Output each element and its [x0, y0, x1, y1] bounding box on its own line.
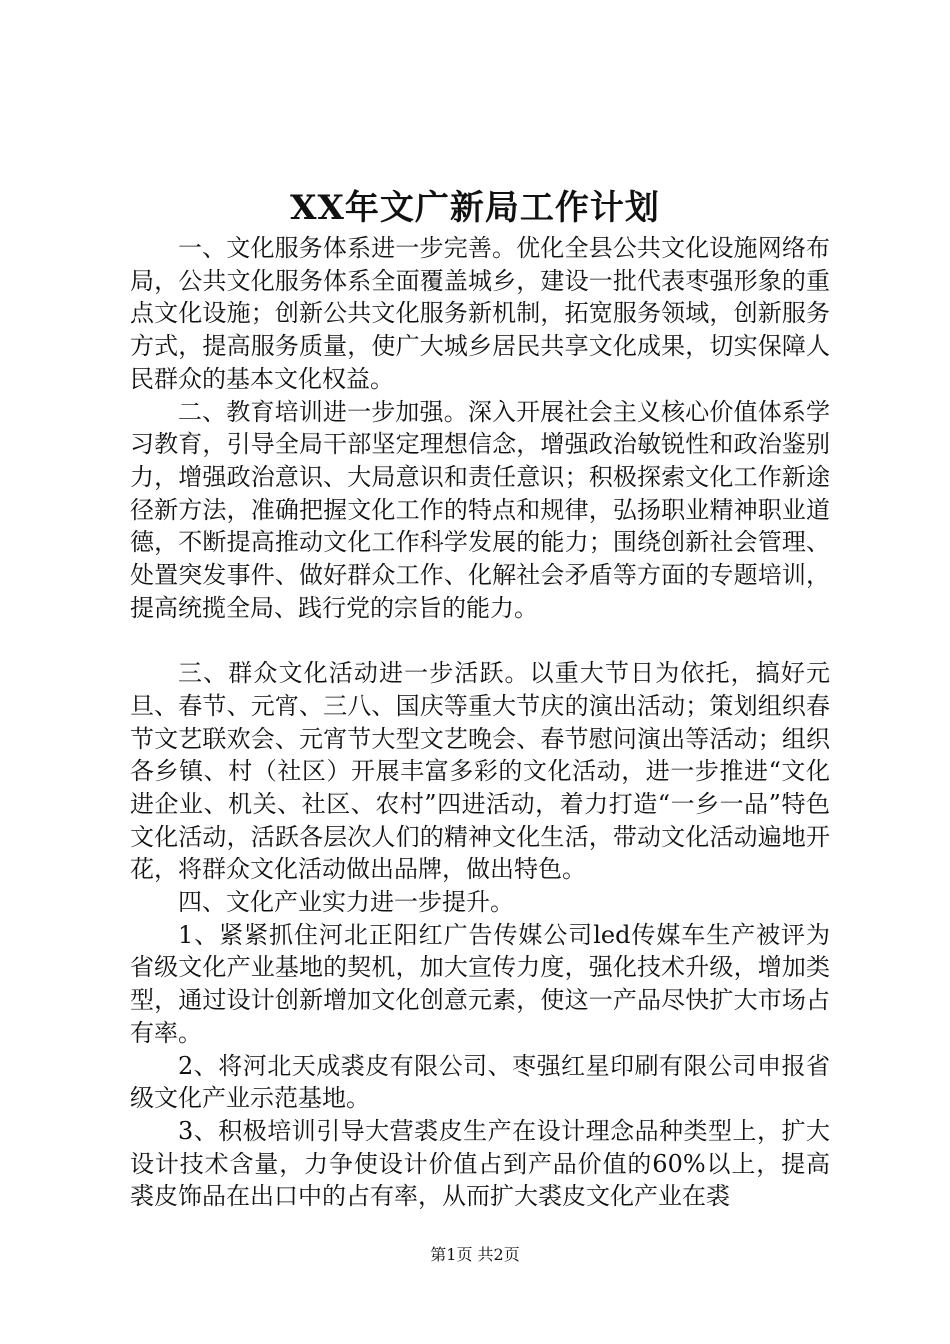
- paragraph-5: 1、紧紧抓住河北正阳红广告传媒公司led传媒车生产被评为省级文化产业基地的契机，加大宣传力度，强化技术升级，增加类型，通过设计创新增加文化创意元素，使这一产品尽快扩大市场占有率。: [130, 920, 830, 1047]
- paragraph-spacer: [130, 624, 830, 657]
- document-body: [130, 232, 830, 1213]
- page-title: XX年文广新局工作计划: [290, 188, 660, 228]
- paragraph-1: 一、文化服务体系进一步完善。优化全县公共文化设施网络布局，公共文化服务体系全面覆盖城乡，建设一批代表枣强形象的重点文化设施；创新公共文化服务新机制，拓宽服务领域，创新服务方式，提高服务质量，使广大城乡居民共享文化成果，切实保障人民群众的基本文化权益。: [130, 234, 830, 393]
- paragraph-6: 2、将河北天成裘皮有限公司、枣强红星印刷有限公司申报省级文化产业示范基地。: [130, 1051, 830, 1113]
- paragraph-3: 三、群众文化活动进一步活跃。以重大节日为依托，搞好元旦、春节、元宵、三八、国庆等重大节庆的演出活动；策划组织春节文艺联欢会、元宵节大型文艺晚会、春节慰问演出等活动；组织各乡镇、村（社区）开展丰富多彩的文化活动，进一步推进“文化进企业、机关、社区、农村”四进活动，着力打造“一乡一品”特色文化活动，活跃各层次人们的精神文化生活，带动文化活动遍地开花，将群众文化活动做出品牌，做出特色。: [130, 659, 830, 884]
- paragraph-7: 3、积极培训引导大营裘皮生产在设计理念品种类型上，扩大设计技术含量，力争使设计价值占到产品价值的60%以上，提高裘皮饰品在出口中的占有率，从而扩大裘皮文化产业在裘: [130, 1116, 830, 1211]
- paragraph-2: 二、教育培训进一步加强。深入开展社会主义核心价值体系学习教育，引导全局干部坚定理想信念，增强政治敏锐性和政治鉴别力，增强政治意识、大局意识和责任意识；积极探索文化工作新途径新方法，准确把握文化工作的特点和规律，弘扬职业精神职业道德，不断提高推动文化工作科学发展的能力；围绕创新社会管理、处置突发事件、做好群众工作、化解社会矛盾等方面的专题培训，提高统揽全局、践行党的宗旨的能力。: [130, 397, 830, 622]
- page-footer: 第1页 共2页: [430, 1245, 520, 1264]
- paragraph-4: 四、文化产业实力进一步提升。: [178, 888, 514, 917]
